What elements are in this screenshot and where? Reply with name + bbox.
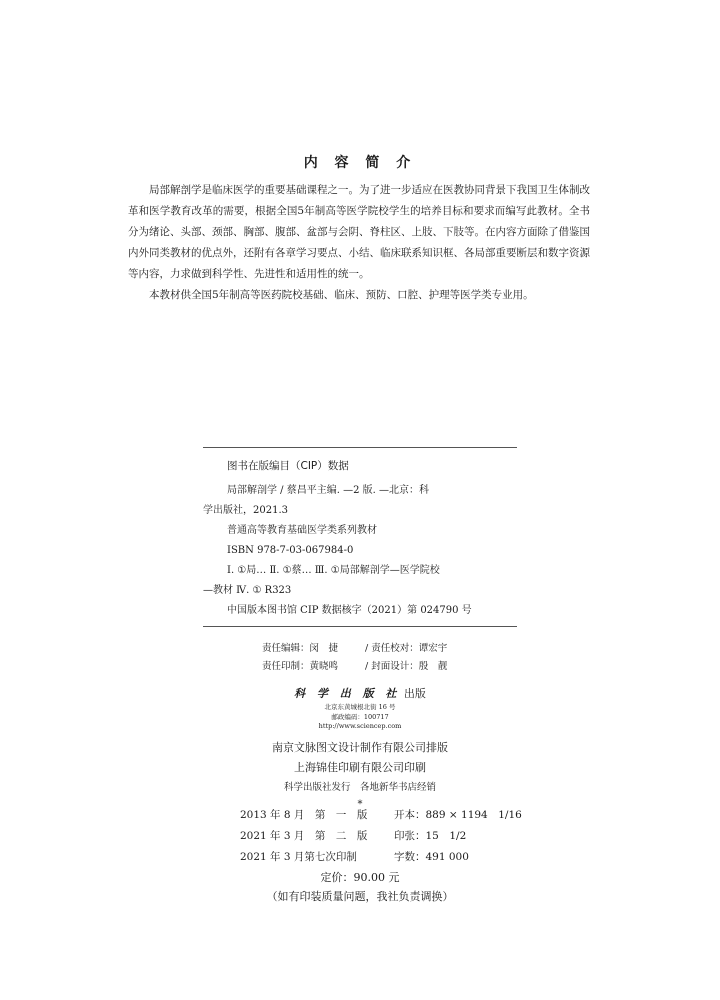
edition-info: 2021 年 3 月 第 二 版 bbox=[240, 830, 368, 842]
distribution-line: 科学出版社发行 各地新华书店经销 bbox=[283, 782, 436, 793]
cip-data-block bbox=[203, 447, 517, 627]
cip-line: —教材 Ⅳ. ① R323 bbox=[203, 585, 292, 596]
edition-specs bbox=[240, 805, 540, 868]
spec-row bbox=[240, 805, 540, 826]
price-label: 定价：90.00 元 bbox=[320, 871, 400, 884]
spec-detail: 印张：15 1/2 bbox=[394, 830, 467, 842]
edition-info: 2021 年 3 月第七次印制 bbox=[240, 851, 357, 863]
spec-detail: 开本：889 × 1194 1/16 bbox=[394, 809, 522, 821]
responsible-editor: 责任编辑：闵 捷 bbox=[262, 643, 339, 654]
spec-row bbox=[240, 826, 540, 847]
publisher-postcode: 邮政编码：100717 bbox=[331, 712, 389, 721]
printing-line: 上海锦佳印刷有限公司印刷 bbox=[294, 761, 426, 774]
cip-line: Ⅰ. ①局… Ⅱ. ①蔡… Ⅲ. ①局部解剖学—医学院校 bbox=[227, 565, 440, 576]
publisher-line bbox=[0, 685, 720, 701]
printers-block bbox=[0, 738, 720, 812]
credit-row bbox=[0, 640, 720, 658]
publisher-logo-name: 科 学 出 版 社 bbox=[294, 687, 401, 700]
summary-paragraph-2: 本教材供全国5年制高等医药院校基础、临床、预防、口腔、护理等医学类专业用。 bbox=[149, 289, 534, 301]
typesetting-line: 南京文脉图文设计制作有限公司排版 bbox=[272, 741, 448, 754]
responsible-proofreader: / 责任校对：谭宏宇 bbox=[365, 643, 448, 654]
price-block bbox=[0, 868, 720, 906]
publisher-suffix: 出版 bbox=[403, 687, 426, 700]
summary-title: 内 容 简 介 bbox=[303, 155, 417, 171]
cip-number: 中国版本图书馆 CIP 数据核字（2021）第 024790 号 bbox=[227, 605, 472, 616]
publisher-address-block bbox=[0, 703, 720, 732]
credit-row bbox=[0, 658, 720, 676]
cip-line: 局部解剖学 / 蔡昌平主编. —2 版. —北京：科 bbox=[227, 485, 429, 496]
cip-title: 图书在版编目（CIP）数据 bbox=[227, 460, 349, 472]
summary-paragraph-1: 局部解剖学是临床医学的重要基础课程之一。为了进一步适应在医教协同背景下我国卫生体制改革和医学教育改革的需要，根据全国5年制高等医学院校学生的培养目标和要求而编写此教材。全书分为绪论、头部、颈部、胸部、腹部、盆部与会阴、脊柱区、上肢、下肢等。在内容方面除了借鉴国内外同类教材的优点外，还附有各章学习要点、小结、临床联系知识框、各局部重要断层和数字资源等内容，力求做到科学性、先进性和适用性的统一。 bbox=[128, 184, 590, 280]
summary-text bbox=[128, 180, 590, 306]
publisher-website: http://www.sciencep.com bbox=[318, 722, 402, 730]
spec-row bbox=[240, 847, 540, 868]
cover-designer: / 封面设计：殷 靓 bbox=[365, 661, 448, 672]
quality-note: （如有印装质量问题，我社负责调换） bbox=[266, 890, 454, 903]
edition-info: 2013 年 8 月 第 一 版 bbox=[240, 809, 368, 821]
credits-block bbox=[0, 640, 720, 676]
spec-detail: 字数：491 000 bbox=[394, 851, 469, 863]
cip-isbn: ISBN 978-7-03-067984-0 bbox=[227, 545, 354, 556]
separator-star: * bbox=[357, 799, 363, 810]
responsible-printing: 责任印制：黄晓鸣 bbox=[262, 661, 339, 672]
publisher-address: 北京东黄城根北街 16 号 bbox=[324, 703, 396, 711]
cip-line: 学出版社，2021.3 bbox=[203, 505, 288, 516]
cip-line: 普通高等教育基础医学类系列教材 bbox=[227, 525, 377, 536]
